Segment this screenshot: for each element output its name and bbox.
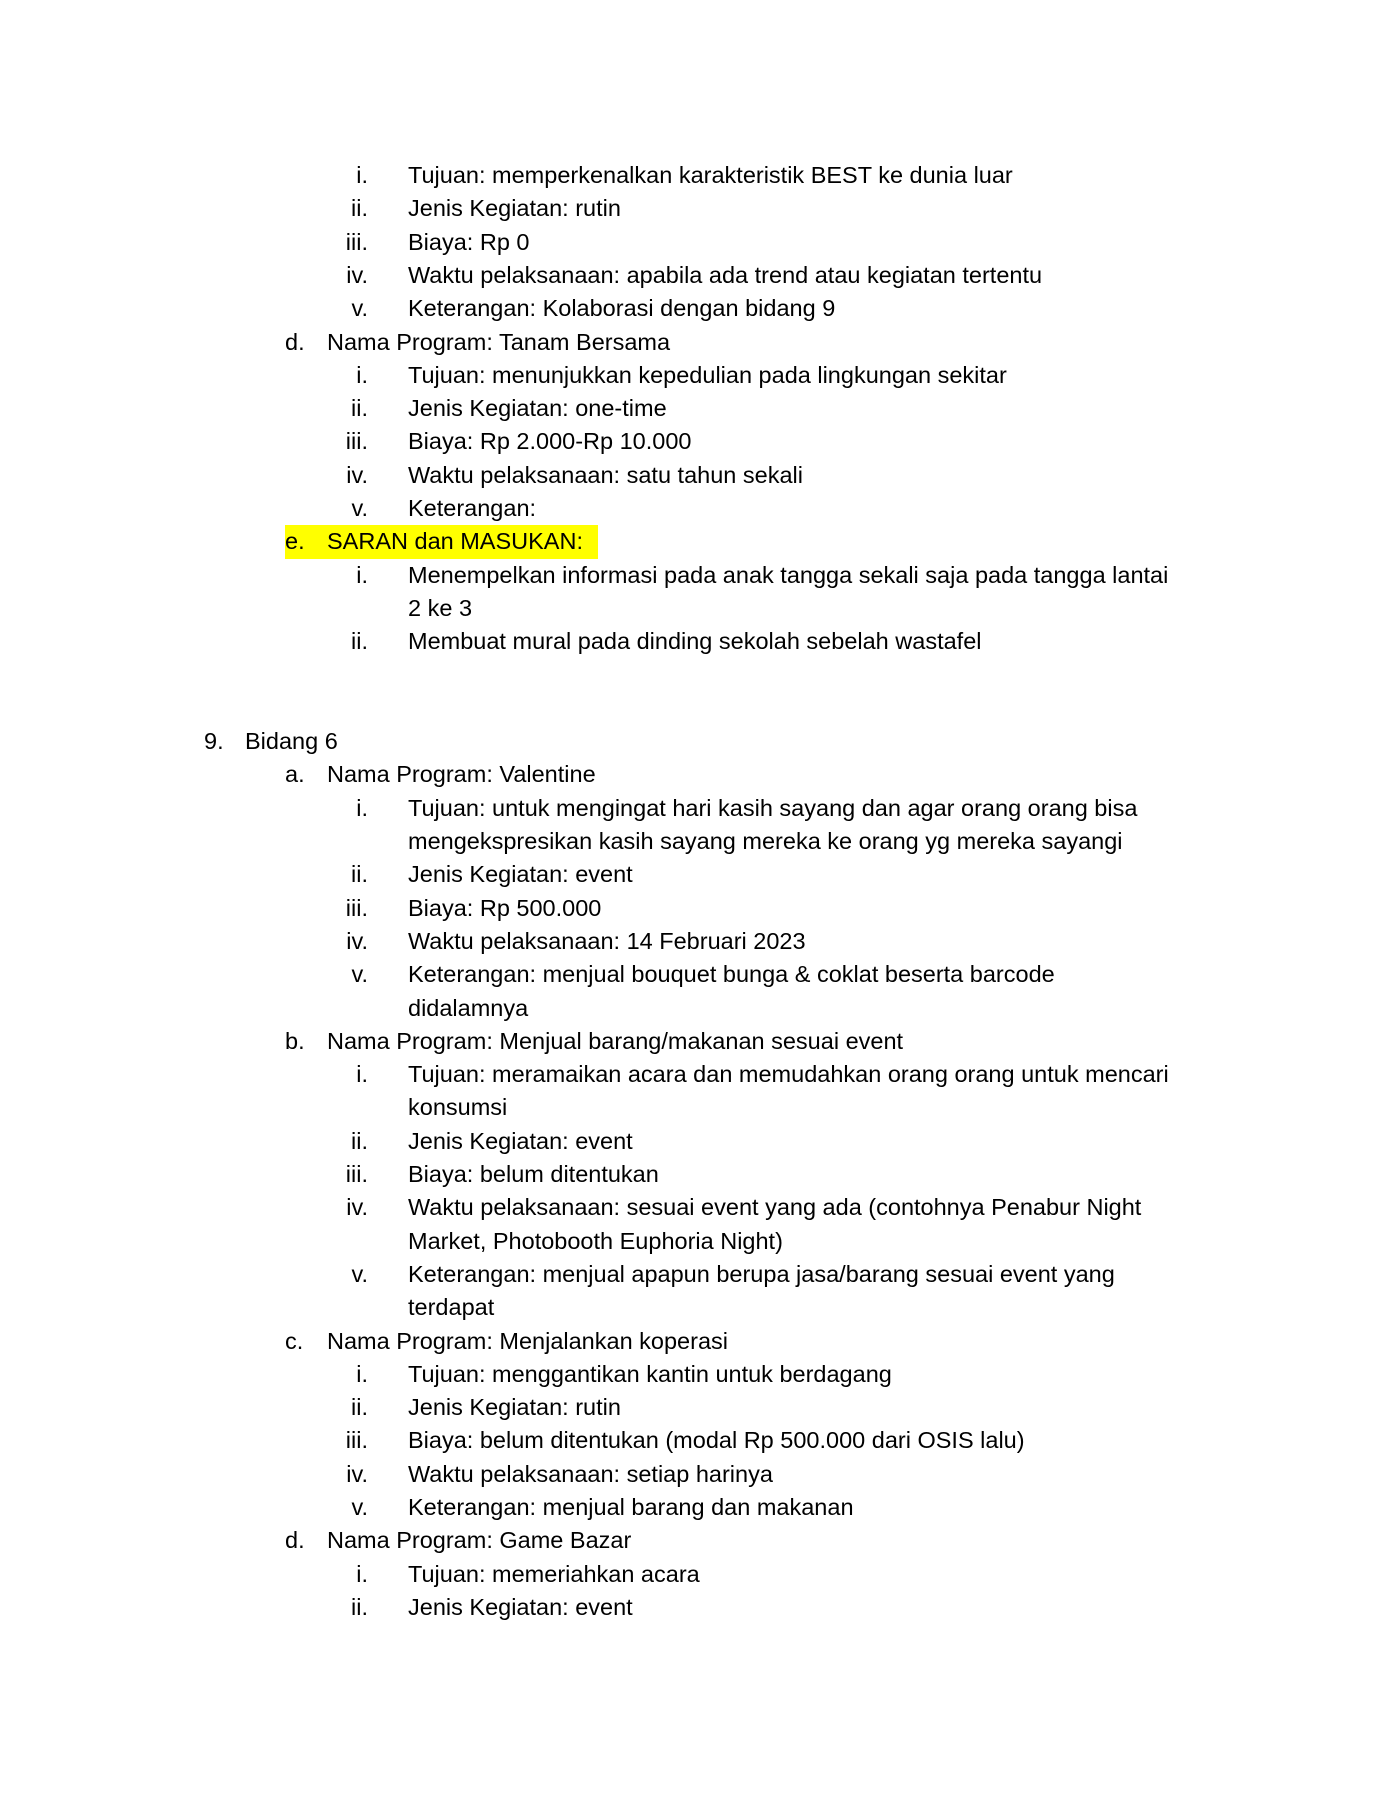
- list-marker: b.: [285, 1027, 305, 1054]
- list-marker: v.: [351, 495, 368, 521]
- list-marker: 9.: [204, 728, 224, 755]
- list-item-text: Jenis Kegiatan: one-time: [408, 395, 667, 422]
- list-marker: ii.: [351, 1394, 368, 1421]
- list-marker: v.: [351, 1260, 368, 1287]
- list-marker: iv.: [346, 461, 368, 488]
- list-item-text: Nama Program: Menjalankan koperasi: [327, 1327, 728, 1354]
- list-marker: v.: [351, 295, 368, 322]
- list-item-text: Tujuan: untuk mengingat hari kasih sayang dan agar orang orang bisa: [408, 794, 1138, 821]
- list-item-text: Tujuan: memeriahkan acara: [408, 1560, 700, 1587]
- list-marker: i.: [356, 361, 368, 388]
- list-marker: iv.: [346, 1194, 368, 1221]
- list-item-text: Keterangan: menjual barang dan makanan: [408, 1494, 854, 1520]
- list-marker: a.: [285, 761, 305, 788]
- list-marker: d.: [285, 1527, 305, 1554]
- list-marker: v.: [351, 961, 368, 988]
- list-marker: c.: [285, 1327, 304, 1354]
- list-item-text: Keterangan: Kolaborasi dengan bidang 9: [408, 295, 836, 322]
- list-item-text: Nama Program: Tanam Bersama: [327, 328, 671, 355]
- list-item-text: Nama Program: Menjual barang/makanan sesuai event: [327, 1027, 904, 1054]
- list-item-text: Jenis Kegiatan: event: [408, 1593, 633, 1620]
- list-marker: i.: [356, 561, 368, 588]
- list-item: [285, 525, 598, 558]
- list-marker: iii.: [345, 894, 368, 921]
- list-item-text: Menempelkan informasi pada anak tangga sekali saja pada tangga lantai: [408, 561, 1169, 588]
- list-item-text: Keterangan: menjual apapun berupa jasa/barang sesuai event yang: [408, 1260, 1115, 1287]
- list-marker: d.: [285, 328, 305, 355]
- list-item-text: Biaya: belum ditentukan (modal Rp 500.000 dari OSIS lalu): [408, 1427, 1025, 1454]
- list-marker: ii.: [351, 1127, 368, 1154]
- list-item-text: Keterangan: menjual bouquet bunga & coklat beserta barcode: [408, 961, 1055, 988]
- list-item-text: Waktu pelaksanaan: setiap harinya: [408, 1460, 773, 1487]
- list-item-text: Jenis Kegiatan: event: [408, 1127, 633, 1154]
- list-marker: iii.: [345, 1161, 368, 1187]
- list-item-text: Jenis Kegiatan: event: [408, 861, 633, 888]
- list-marker: iii.: [345, 1427, 368, 1454]
- list-marker: i.: [356, 1360, 368, 1387]
- list-item-text: Tujuan: meramaikan acara dan memudahkan orang orang untuk mencari: [408, 1061, 1169, 1088]
- list-item-text: Waktu pelaksanaan: 14 Februari 2023: [408, 927, 806, 954]
- list-marker: i.: [356, 794, 368, 821]
- list-item-text: Waktu pelaksanaan: sesuai event yang ada (contohnya Penabur Night: [408, 1194, 1142, 1221]
- list-item-text: didalamnya: [408, 994, 529, 1021]
- list-marker: i.: [356, 1560, 368, 1587]
- list-marker: ii.: [351, 195, 368, 222]
- list-item-text: Waktu pelaksanaan: apabila ada trend atau kegiatan tertentu: [408, 261, 1043, 288]
- list-marker: ii.: [351, 628, 368, 655]
- list-item-text: Nama Program: Game Bazar: [327, 1527, 632, 1554]
- list-item-text: Membuat mural pada dinding sekolah sebelah wastafel: [408, 628, 982, 655]
- list-item-text: Jenis Kegiatan: rutin: [408, 1394, 621, 1421]
- list-item-text: 2 ke 3: [408, 594, 473, 621]
- list-marker: iv.: [346, 261, 368, 288]
- list-item-text: Market, Photobooth Euphoria Night): [408, 1227, 783, 1254]
- list-marker: iii.: [345, 228, 368, 255]
- list-item-text: Biaya: Rp 500.000: [408, 894, 602, 921]
- list-marker: ii.: [351, 861, 368, 888]
- highlighted-heading: SARAN dan MASUKAN:: [327, 528, 583, 555]
- list-marker: iv.: [346, 1460, 368, 1487]
- list-item-text: Jenis Kegiatan: rutin: [408, 195, 621, 222]
- list-marker: i.: [356, 162, 368, 188]
- list-item-text: Biaya: belum ditentukan: [408, 1161, 659, 1187]
- list-item-text: mengekspresikan kasih sayang mereka ke orang yg mereka sayangi: [408, 828, 1123, 854]
- list-item-text: Tujuan: memperkenalkan karakteristik BEST ke dunia luar: [408, 162, 1013, 188]
- list-item-text: Biaya: Rp 2.000-Rp 10.000: [408, 428, 692, 455]
- list-item-text: Waktu pelaksanaan: satu tahun sekali: [408, 461, 803, 488]
- list-item-text: terdapat: [408, 1294, 495, 1321]
- list-item-text: Keterangan:: [408, 495, 537, 521]
- list-item-text: Nama Program: Valentine: [327, 761, 596, 788]
- list-marker: v.: [351, 1494, 368, 1520]
- list-marker: iv.: [346, 927, 368, 954]
- list-item-text: Tujuan: menunjukkan kepedulian pada lingkungan sekitar: [408, 361, 1007, 388]
- list-marker: i.: [356, 1061, 368, 1088]
- list-marker: iii.: [345, 428, 368, 455]
- list-marker: ii.: [351, 1593, 368, 1620]
- list-item-text: Biaya: Rp 0: [408, 228, 530, 255]
- list-item-text: Bidang 6: [245, 728, 338, 755]
- list-marker: ii.: [351, 395, 368, 422]
- list-item-text: konsumsi: [408, 1094, 508, 1121]
- list-item-text: Tujuan: menggantikan kantin untuk berdagang: [408, 1360, 892, 1387]
- list-marker: e.: [285, 528, 305, 555]
